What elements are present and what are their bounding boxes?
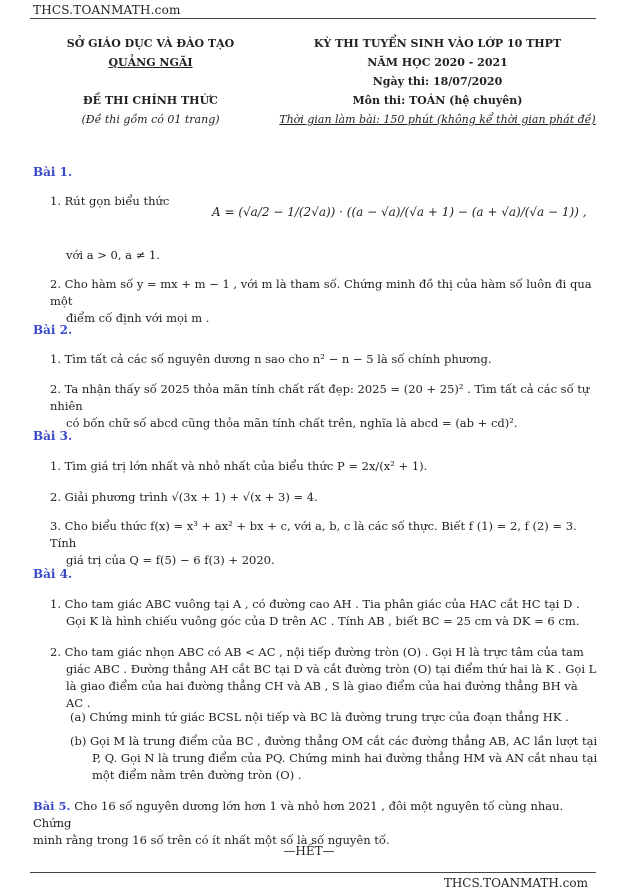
bai2-q2 [50,381,598,432]
bai1-condition: với a > 0, a ≠ 1. [66,248,160,262]
bai4-qb-line1: (b) Gọi M là trung điểm của BC , đường thẳng OM cắt các đường thẳng AB, AC lần lượt tại [70,734,598,748]
bai4-qb-line2: P, Q. Gọi N là trung điểm của PQ. Chứng minh hai đường thẳng HM và AN cắt nhau tại [92,751,598,765]
bai4-title: Bài 4. [33,567,73,581]
bai1-q1: 1. Rút gọn biểu thức [50,194,170,208]
top-rule [30,18,596,19]
bai2-q2-line2: có bốn chữ số abcd cũng thỏa mãn tính chất trên, nghĩa là abcd = (ab + cd)². [66,416,518,430]
bai4-q1-line1: 1. Cho tam giác ABC vuông tại A , có đường cao AH . Tia phân giác của HAC cắt HC tại D . [50,597,580,611]
bai5-line2: minh rằng trong 16 số trên có ít nhất một số là số nguyên tố. [33,833,390,847]
site-header: THCS.TOANMATH.com [33,3,181,17]
header-right [270,34,605,129]
bai2-q2-line1: 2. Ta nhận thấy số 2025 thỏa mãn tính chất rất đẹp: 2025 = (20 + 25)² . Tìm tất cả các số tự nhiên [50,382,590,413]
bai4-q1 [50,596,598,630]
bai4-q1-line2: Gọi K là hình chiếu vuông góc của D trên AC . Tính AB , biết BC = 25 cm và DK = 6 cm. [66,614,580,628]
subject: Môn thi: TOÁN (hệ chuyên) [352,94,523,107]
bai3-q3-line1: 3. Cho biểu thức f(x) = x³ + ax² + bx + c, với a, b, c là các số thực. Biết f (1) = 2, f (2) = 3. Tính [50,519,577,550]
exam-date: Ngày thi: 18/07/2020 [372,75,503,88]
bai3-q3 [50,518,598,569]
header-left [28,34,273,129]
bai4-q2-line2: giác ABC . Đường thẳng AH cắt BC tại D và cắt đường tròn (O) tại điểm thứ hai là K . Gọi L [66,662,597,676]
bai3-q2: 2. Giải phương trình √(3x + 1) + √(x + 3) = 4. [50,490,318,504]
bai4-qa: (a) Chứng minh tứ giác BCSL nội tiếp và BC là đường trung trực của đoạn thẳng HK . [70,710,569,724]
bai3-q3-line2: giá trị của Q = f(5) − 6 f(3) + 2020. [66,553,275,567]
province: QUẢNG NGÃI [108,56,193,69]
bai4-q2-line3: là giao điểm của hai đường thẳng CH và AB , S là giao điểm của hai đường thẳng BH và AC . [66,679,578,710]
department: SỞ GIÁO DỤC VÀ ĐÀO TẠO [66,37,235,50]
bai1-formula: A = (√a/2 − 1/(2√a)) · ((a − √a)/(√a + 1) − (a + √a)/(√a − 1)) , [212,205,587,219]
exam-title: KỲ THI TUYỂN SINH VÀO LỚP 10 THPT [313,37,562,50]
bai3-title: Bài 3. [33,429,73,443]
bai4-qb-line3: một điểm nằm trên đường tròn (O) . [92,768,302,782]
duration: Thời gian làm bài: 150 phút (không kể thời gian phát đề) [279,113,596,126]
site-footer: THCS.TOANMATH.com [443,876,588,890]
bai2-q1: 1. Tìm tất cả các số nguyên dương n sao cho n² − n − 5 là số chính phương. [50,352,492,366]
page-count-note: (Đề thi gồm có 01 trang) [81,113,220,126]
bai4-q2-line1: 2. Cho tam giác nhọn ABC có AB < AC , nội tiếp đường tròn (O) . Gọi H là trực tâm của tam [50,645,584,659]
bai3-q1: 1. Tìm giá trị lớn nhất và nhỏ nhất của biểu thức P = 2x/(x² + 1). [50,459,428,473]
bai1-title: Bài 1. [33,165,73,179]
bai5 [33,798,598,849]
bai1-q2 [50,276,598,327]
bai5-title: Bài 5. [33,799,71,813]
bai4-q2 [50,644,598,712]
official-label: ĐỀ THI CHÍNH THỨC [83,94,218,107]
bai5-line1: Cho 16 số nguyên dương lớn hơn 1 và nhỏ hơn 2021 , đôi một nguyên tố cùng nhau. Chứng [33,799,564,830]
bottom-rule [30,872,596,873]
bai2-title: Bài 2. [33,323,73,337]
school-year: NĂM HỌC 2020 - 2021 [367,56,508,69]
bai1-q2-line1: 2. Cho hàm số y = mx + m − 1 , với m là tham số. Chứng minh đồ thị của hàm số luôn đi qua một [50,277,592,308]
bai4-qb [70,733,598,784]
bai1-q2-line2: điểm cố định với mọi m . [66,311,210,325]
end-marker: —HẾT— [283,844,335,858]
